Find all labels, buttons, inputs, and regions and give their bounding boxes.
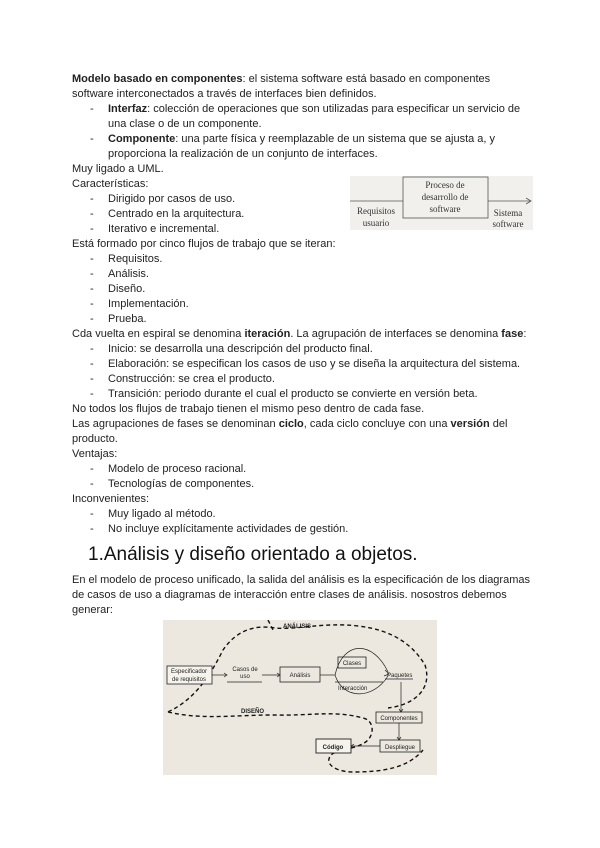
inconvenientes-list bbox=[72, 507, 532, 537]
list-item: - Transición: periodo durante el cual el producto se convierte en versión beta. bbox=[72, 387, 532, 402]
term: Interfaz bbox=[108, 103, 148, 115]
diseno-region-label: DISEÑO bbox=[241, 709, 265, 715]
list-item bbox=[72, 102, 532, 132]
especificador-label-1: Especificador bbox=[170, 669, 208, 675]
list-item: - Prueba. bbox=[72, 312, 532, 327]
list-item: - Elaboración: se especifican los casos de uso y se diseña la arquitectura del sistema. bbox=[72, 357, 532, 372]
list-item: - Muy ligado al método. bbox=[72, 507, 532, 522]
analysis-design-diagram bbox=[163, 620, 437, 775]
section-heading: 1.Análisis y diseño orientado a objetos. bbox=[88, 544, 418, 565]
intro-paragraph bbox=[72, 72, 532, 102]
fases-list bbox=[72, 342, 532, 402]
analisis-paragraph: En el modelo de proceso unificado, la salida del análisis es la especificación de los diagramas de casos de uso a diagramas de interacción entre clases de análisis. nosostros debemos generar: bbox=[72, 574, 530, 616]
process-diagram-svg bbox=[350, 176, 533, 230]
list-item: - Implementación. bbox=[72, 297, 532, 312]
analisis-region-label: ANÁLISIS bbox=[283, 624, 312, 630]
codigo-label: Código bbox=[322, 745, 344, 751]
term: Componente bbox=[108, 133, 176, 145]
list-item: - Modelo de proceso racional. bbox=[72, 462, 532, 477]
list-item: - Construcción: se crea el producto. bbox=[72, 372, 532, 387]
no-todos-line: No todos los flujos de trabajo tienen el mismo peso dentro de cada fase. bbox=[72, 403, 425, 415]
output-label-1: Sistema bbox=[493, 208, 523, 218]
list-item: - No incluye explícitamente actividades de gestión. bbox=[72, 522, 532, 537]
term: iteración bbox=[244, 328, 291, 340]
caracteristicas-label: Características: bbox=[72, 178, 149, 190]
uml-line: Muy ligado a UML. bbox=[72, 163, 164, 175]
despliegue-label: Despliegue bbox=[384, 745, 416, 751]
ventajas-label: Ventajas: bbox=[72, 448, 118, 460]
list-item bbox=[72, 132, 532, 162]
input-label-2: usuario bbox=[362, 218, 390, 228]
list-item: - Diseño. bbox=[72, 282, 532, 297]
list-item: - Inicio: se desarrolla una descripción del producto final. bbox=[72, 342, 532, 357]
intro-text: : el sistema software está basado en componentes software interconectados a través de interfaces bien definidos. bbox=[72, 73, 491, 100]
text: : bbox=[523, 328, 527, 340]
ventajas-list bbox=[72, 462, 532, 492]
list-item: - Tecnologías de componentes. bbox=[72, 477, 532, 492]
document-body bbox=[72, 72, 532, 618]
flujos-list bbox=[72, 252, 532, 327]
list-item: - Centrado en la arquitectura. bbox=[72, 207, 532, 222]
text: Cda vuelta en espiral se denomina bbox=[72, 328, 245, 340]
definition: : colección de operaciones que son utilizadas para especificar un servicio de una clase o de un componente. bbox=[108, 103, 521, 130]
analysis-design-svg bbox=[163, 620, 437, 775]
term: versión bbox=[450, 418, 490, 430]
iteracion-paragraph bbox=[72, 327, 532, 342]
casos-label-2: uso bbox=[240, 674, 250, 680]
analisis-box-label: Análisis bbox=[289, 673, 311, 679]
intro-list bbox=[72, 102, 532, 162]
intro-term: Modelo basado en componentes bbox=[72, 73, 243, 85]
term: fase bbox=[501, 328, 524, 340]
clases-label: Clases bbox=[342, 661, 362, 667]
list-item: - Análisis. bbox=[72, 267, 532, 282]
box-label-2: desarrollo de bbox=[421, 192, 469, 202]
list-item: - Iterativo e incremental. bbox=[72, 222, 532, 237]
text: Las agrupaciones de fases se denominan bbox=[72, 418, 279, 430]
casos-label-1: Casos de bbox=[232, 667, 258, 673]
box-label-3: software bbox=[429, 204, 461, 214]
list-item: - Requisitos. bbox=[72, 252, 532, 267]
componentes-label: Componentes bbox=[380, 716, 418, 722]
ciclo-paragraph bbox=[72, 417, 532, 447]
output-label-2: software bbox=[492, 219, 524, 229]
definition: : una parte física y reemplazable de un sistema que se ajusta a, y proporciona la realización de un conjunto de interfaces. bbox=[108, 133, 496, 160]
process-diagram bbox=[350, 176, 533, 230]
interaccion-label: Interacción bbox=[338, 686, 368, 692]
flujos-label: Está formado por cinco flujos de trabajo que se iteran: bbox=[72, 238, 336, 250]
input-label-1: Requisitos bbox=[356, 206, 396, 216]
text: del producto. bbox=[72, 418, 508, 445]
term: ciclo bbox=[278, 418, 304, 430]
especificador-label-2: de requisitos bbox=[171, 677, 207, 683]
text: , cada ciclo concluye con una bbox=[303, 418, 451, 430]
box-label-1: Proceso de bbox=[425, 180, 465, 190]
paquetes-label: Paquetes bbox=[387, 673, 413, 679]
inconvenientes-label: Inconvenientes: bbox=[72, 493, 150, 505]
top-boundary bbox=[268, 620, 273, 630]
list-item: - Dirigido por casos de uso. bbox=[72, 192, 532, 207]
text: . La agrupación de interfaces se denomina bbox=[290, 328, 502, 340]
